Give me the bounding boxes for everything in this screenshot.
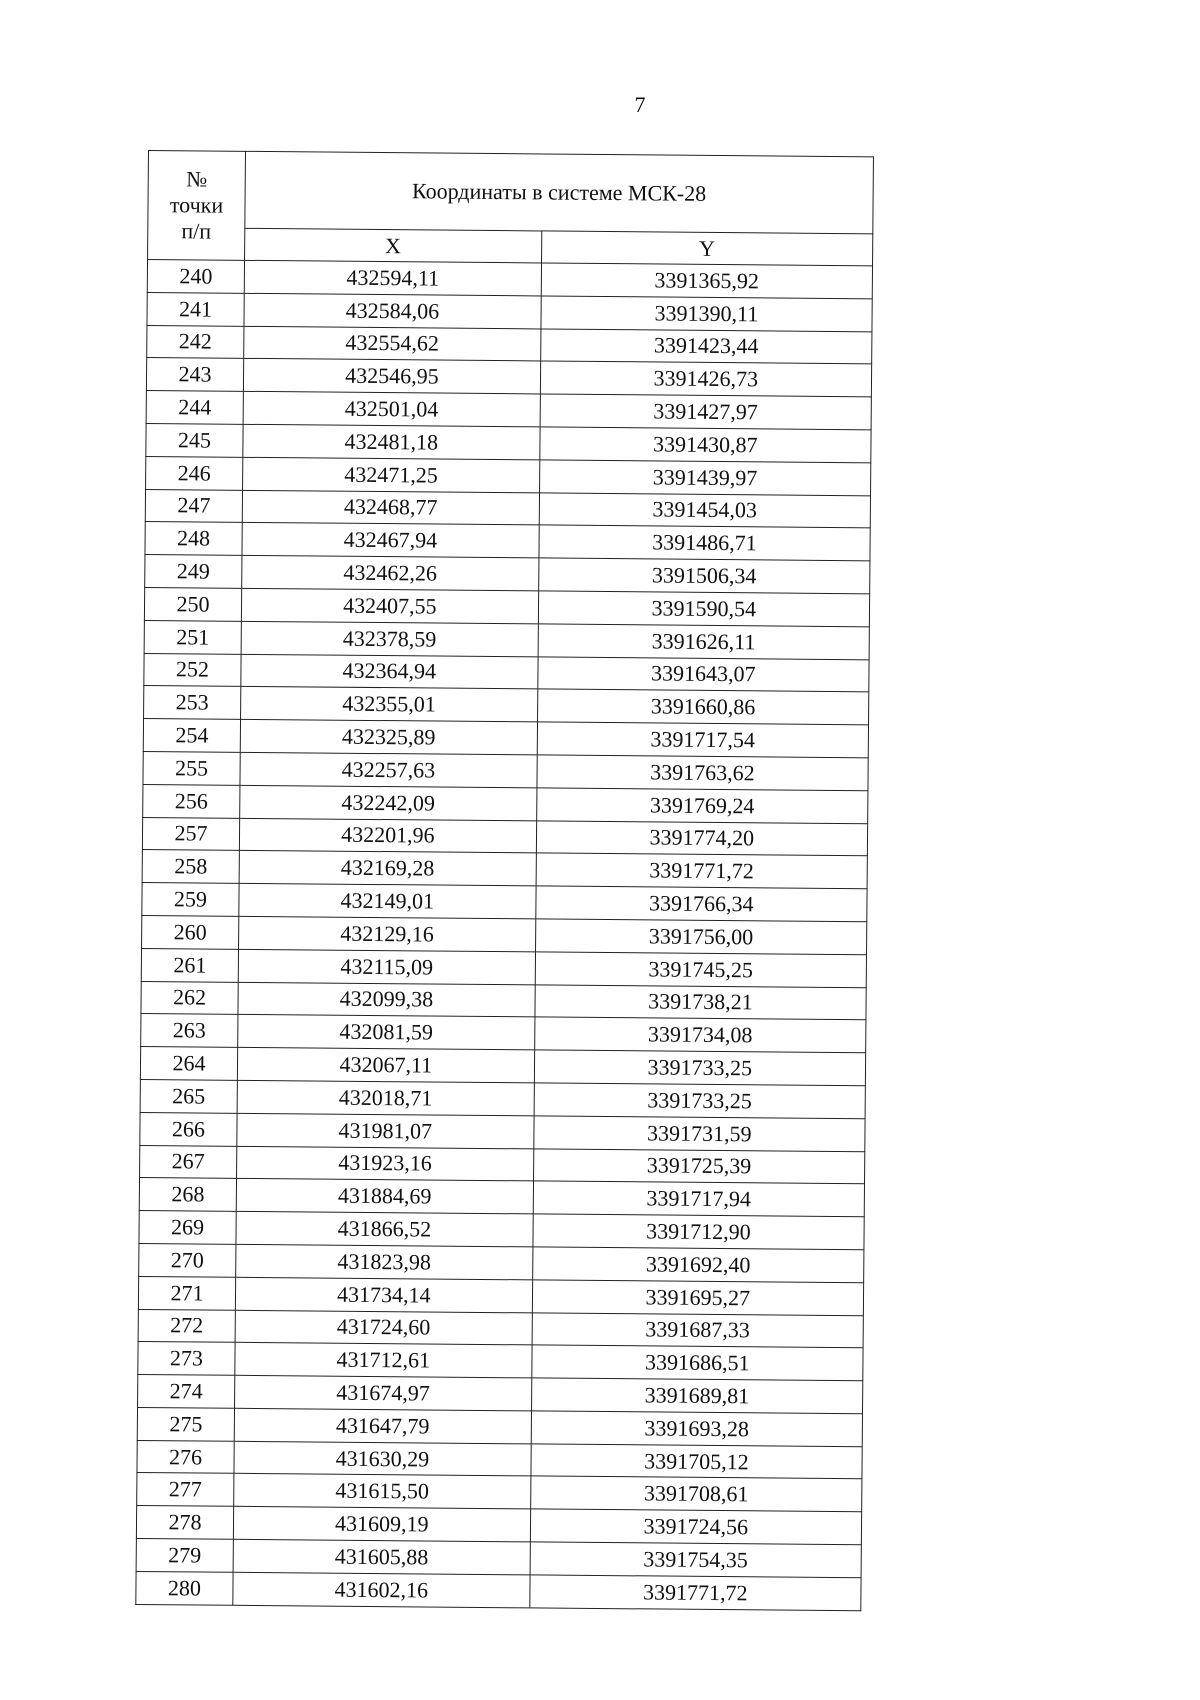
point-number-cell: 255 <box>143 751 240 785</box>
x-coordinate-cell: 432481,18 <box>243 424 540 459</box>
point-number-cell: 256 <box>143 784 240 818</box>
table-header <box>148 151 874 266</box>
x-coordinate-cell: 432584,06 <box>244 293 541 328</box>
point-number-cell: 263 <box>141 1014 238 1048</box>
point-number-cell: 267 <box>140 1145 237 1179</box>
x-coordinate-cell: 432594,11 <box>244 260 541 295</box>
x-coordinate-cell: 432364,94 <box>241 654 538 689</box>
x-coordinate-cell: 432378,59 <box>241 621 538 656</box>
point-number-cell: 265 <box>140 1079 237 1113</box>
x-coordinate-cell: 431866,52 <box>236 1211 533 1246</box>
y-coordinate-cell: 3391763,62 <box>537 755 869 791</box>
point-number-cell: 249 <box>145 555 242 589</box>
y-coordinate-cell: 3391439,97 <box>539 460 871 496</box>
y-coordinate-cell: 3391705,12 <box>531 1444 863 1480</box>
y-coordinate-cell: 3391695,27 <box>532 1280 864 1316</box>
y-coordinate-cell: 3391590,54 <box>538 591 870 627</box>
x-coordinate-cell: 432149,01 <box>239 883 536 918</box>
point-number-cell: 245 <box>146 423 243 457</box>
point-number-cell: 241 <box>147 292 244 326</box>
point-number-cell: 274 <box>138 1375 235 1409</box>
x-coordinate-cell: 432067,11 <box>237 1047 534 1082</box>
y-coordinate-cell: 3391708,61 <box>530 1476 862 1512</box>
y-coordinate-cell: 3391734,08 <box>534 1017 866 1053</box>
y-coordinate-cell: 3391731,59 <box>534 1116 866 1152</box>
y-coordinate-cell: 3391725,39 <box>533 1148 865 1184</box>
x-coordinate-cell: 431981,07 <box>237 1113 534 1148</box>
point-number-cell: 276 <box>137 1440 234 1474</box>
point-number-cell: 254 <box>143 719 240 753</box>
table-row <box>136 1571 861 1610</box>
y-coordinate-cell: 3391390,11 <box>541 296 873 332</box>
y-coordinate-cell: 3391486,71 <box>539 525 871 561</box>
point-number-header <box>148 151 246 261</box>
point-number-cell: 250 <box>144 587 241 621</box>
point-number-cell: 268 <box>139 1178 236 1212</box>
x-coordinate-cell: 432468,77 <box>242 490 539 525</box>
table-body <box>136 260 873 1611</box>
point-number-cell: 252 <box>144 653 241 687</box>
coordinate-system-header: Координаты в системе МСК-28 <box>245 151 874 233</box>
x-coordinate-cell: 431609,19 <box>233 1507 530 1542</box>
x-coordinate-cell: 431734,14 <box>235 1277 532 1312</box>
x-coordinate-cell: 432129,16 <box>239 916 536 951</box>
point-number-cell: 279 <box>136 1539 233 1573</box>
point-number-cell: 266 <box>140 1112 237 1146</box>
point-number-cell: 253 <box>144 686 241 720</box>
x-coordinate-cell: 431884,69 <box>236 1179 533 1214</box>
y-coordinate-cell: 3391506,34 <box>538 558 870 594</box>
y-coordinate-cell: 3391626,11 <box>538 624 870 660</box>
x-coordinate-cell: 432471,25 <box>243 457 540 492</box>
x-coordinate-cell: 432355,01 <box>241 687 538 722</box>
y-coordinate-cell: 3391717,54 <box>537 722 869 758</box>
x-coordinate-cell: 432501,04 <box>243 392 540 427</box>
x-coordinate-cell: 431605,88 <box>233 1539 530 1574</box>
y-coordinate-cell: 3391738,21 <box>535 984 867 1020</box>
y-coordinate-cell: 3391771,72 <box>529 1575 861 1611</box>
point-number-cell: 280 <box>136 1571 233 1605</box>
point-number-cell: 246 <box>146 456 243 490</box>
page-number: 7 <box>634 92 646 117</box>
point-number-cell: 261 <box>141 948 238 982</box>
x-coordinate-cell: 431823,98 <box>236 1244 533 1279</box>
y-coordinate-cell: 3391724,56 <box>530 1509 862 1545</box>
y-coordinate-cell: 3391692,40 <box>532 1247 864 1283</box>
point-number-cell: 248 <box>145 522 242 556</box>
point-number-cell: 258 <box>142 850 239 884</box>
point-number-cell: 262 <box>141 981 238 1015</box>
x-coordinate-cell: 432467,94 <box>242 523 539 558</box>
x-coordinate-cell: 431602,16 <box>233 1572 530 1607</box>
y-coordinate-cell: 3391756,00 <box>535 919 867 955</box>
y-coordinate-cell: 3391769,24 <box>536 788 868 824</box>
y-coordinate-cell: 3391693,28 <box>531 1411 863 1447</box>
y-coordinate-cell: 3391754,35 <box>530 1542 862 1578</box>
x-coordinate-cell: 432115,09 <box>238 949 535 984</box>
x-coordinate-cell: 431724,60 <box>235 1310 532 1345</box>
point-number-cell: 264 <box>140 1047 237 1081</box>
point-number-cell: 260 <box>142 915 239 949</box>
y-coordinate-cell: 3391712,90 <box>533 1214 865 1250</box>
header-row-top <box>148 151 874 234</box>
y-coordinate-cell: 3391454,03 <box>539 493 871 529</box>
point-number-cell: 242 <box>147 325 244 359</box>
x-coordinate-cell: 432325,89 <box>240 719 537 754</box>
x-coordinate-cell: 432546,95 <box>243 359 540 394</box>
y-column-header: Y <box>541 231 873 266</box>
y-coordinate-cell: 3391686,51 <box>532 1345 864 1381</box>
point-number-cell: 259 <box>142 883 239 917</box>
x-coordinate-cell: 431712,61 <box>235 1343 532 1378</box>
y-coordinate-cell: 3391717,94 <box>533 1181 865 1217</box>
y-coordinate-cell: 3391733,25 <box>534 1083 866 1119</box>
point-number-cell: 251 <box>144 620 241 654</box>
point-number-cell: 269 <box>139 1211 236 1245</box>
y-coordinate-cell: 3391423,44 <box>540 329 872 365</box>
point-number-cell: 270 <box>139 1243 236 1277</box>
point-number-cell: 272 <box>138 1309 235 1343</box>
x-coordinate-cell: 431615,50 <box>234 1474 531 1509</box>
point-number-cell: 257 <box>142 817 239 851</box>
y-coordinate-cell: 3391643,07 <box>538 656 870 692</box>
point-number-header-text: № точки п/п <box>169 166 224 244</box>
y-coordinate-cell: 3391745,25 <box>535 952 867 988</box>
x-coordinate-cell: 432018,71 <box>237 1080 534 1115</box>
point-number-cell: 271 <box>138 1276 235 1310</box>
point-number-cell: 273 <box>138 1342 235 1376</box>
y-coordinate-cell: 3391660,86 <box>537 689 869 725</box>
x-coordinate-cell: 432257,63 <box>240 752 537 787</box>
x-coordinate-cell: 432081,59 <box>238 1015 535 1050</box>
point-number-cell: 247 <box>145 489 242 523</box>
x-coordinate-cell: 432099,38 <box>238 982 535 1017</box>
y-coordinate-cell: 3391766,34 <box>536 886 868 922</box>
x-coordinate-cell: 432169,28 <box>239 851 536 886</box>
x-coordinate-cell: 432407,55 <box>241 588 538 623</box>
point-number-cell: 277 <box>137 1473 234 1507</box>
x-coordinate-cell: 431923,16 <box>237 1146 534 1181</box>
x-coordinate-cell: 432242,09 <box>240 785 537 820</box>
point-number-cell: 278 <box>136 1506 233 1540</box>
point-number-cell: 243 <box>146 358 243 392</box>
y-coordinate-cell: 3391430,87 <box>540 427 872 463</box>
x-column-header: X <box>245 228 542 263</box>
coordinates-table <box>135 150 874 1611</box>
y-coordinate-cell: 3391427,97 <box>540 394 872 430</box>
x-coordinate-cell: 431630,29 <box>234 1441 531 1476</box>
x-coordinate-cell: 432554,62 <box>244 326 541 361</box>
point-number-cell: 240 <box>147 260 244 294</box>
y-coordinate-cell: 3391689,81 <box>531 1378 863 1414</box>
y-coordinate-cell: 3391687,33 <box>532 1312 864 1348</box>
x-coordinate-cell: 432462,26 <box>242 556 539 591</box>
x-coordinate-cell: 431674,97 <box>235 1375 532 1410</box>
x-coordinate-cell: 431647,79 <box>234 1408 531 1443</box>
y-coordinate-cell: 3391771,72 <box>536 853 868 889</box>
y-coordinate-cell: 3391733,25 <box>534 1050 866 1086</box>
y-coordinate-cell: 3391365,92 <box>541 263 873 299</box>
point-number-cell: 275 <box>137 1407 234 1441</box>
x-coordinate-cell: 432201,96 <box>239 818 536 853</box>
y-coordinate-cell: 3391774,20 <box>536 820 868 856</box>
point-number-cell: 244 <box>146 391 243 425</box>
y-coordinate-cell: 3391426,73 <box>540 361 872 397</box>
